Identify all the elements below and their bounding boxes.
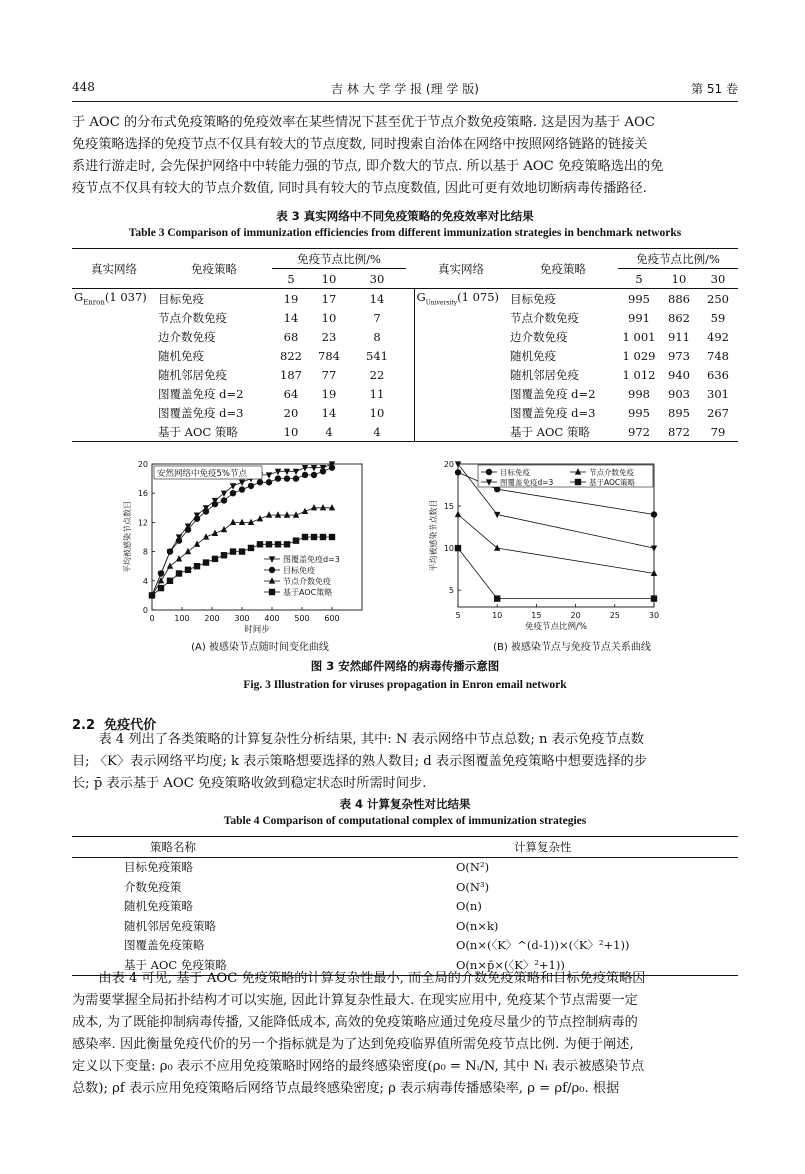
- value-cell: 995: [628, 291, 650, 306]
- text-line: 系进行游走时, 会先保护网络中中转能力强的节点, 即介数大的节点. 所以基于 AOC 免疫策略选出的免: [72, 159, 664, 174]
- data-point: [158, 585, 164, 591]
- ratio-header: 5: [287, 271, 295, 286]
- data-point: [230, 483, 236, 489]
- data-point: [320, 534, 326, 540]
- network-subscript: University: [425, 299, 458, 307]
- text-line: 定义以下变量: ρ₀ 表示不应用免疫策略时网络的最终感染密度(ρ₀ = Nᵢ/N, 其中 Nᵢ 表示被感染节点: [72, 1059, 645, 1074]
- data-point: [293, 469, 299, 475]
- value-cell: 636: [707, 367, 729, 382]
- data-point: [257, 541, 263, 547]
- figure3-caption-cn: 图 3 安然邮件网络的病毒传播示意图: [310, 659, 500, 673]
- figure3-caption-en: Fig. 3 Illustration for viruses propagation in Enron email network: [243, 679, 567, 691]
- table-row: [72, 916, 738, 936]
- network-symbol: G: [74, 290, 84, 305]
- data-point: [302, 534, 308, 540]
- value-cell: 1 029: [622, 348, 656, 363]
- table-row: [72, 327, 738, 346]
- data-point: [311, 465, 317, 471]
- y-tick-label: 5: [448, 586, 454, 596]
- data-point: [329, 504, 335, 510]
- value-cell: 267: [707, 405, 729, 420]
- table-row: [72, 289, 738, 309]
- x-axis-label: 时间步: [244, 625, 270, 634]
- ratio-header: 30: [710, 271, 726, 286]
- strategy-cell: 随机免疫: [158, 348, 204, 363]
- data-point: [320, 468, 326, 474]
- network-cell: [414, 422, 508, 442]
- table-row: [72, 936, 738, 956]
- table-row: [72, 403, 738, 422]
- strategy-cell: 基于 AOC 策略: [158, 424, 238, 439]
- data-point: [212, 556, 218, 562]
- x-tick-label: 200: [204, 614, 220, 623]
- value-cell: 187: [280, 367, 302, 382]
- strategy-name-cell: 目标免疫策略: [124, 860, 193, 875]
- series-line: [458, 515, 654, 574]
- strategy-cell: 节点介数免疫: [510, 310, 579, 325]
- complexity-cell: O(N²): [456, 860, 490, 875]
- strategy-cell: 目标免疫: [158, 291, 204, 306]
- value-cell: 10: [283, 424, 299, 439]
- table3-caption-cn: 表 3 真实网络中不同免疫策略的免疫效率对比结果: [276, 209, 534, 223]
- table-row: [72, 346, 738, 365]
- data-point: [311, 504, 317, 510]
- table-gap: [406, 403, 414, 422]
- strategy-cell: 图覆盖免疫 d=2: [158, 386, 244, 401]
- table-gap: [406, 365, 414, 384]
- text-line: 长; p̄ 表示基于 AOC 免疫策略收敛到稳定状态时所需时间步.: [72, 776, 427, 791]
- complexity-cell: O(n×p̄×(〈K〉²+1)): [456, 957, 565, 972]
- value-cell: 886: [668, 291, 690, 306]
- x-tick-label: 5: [455, 611, 461, 620]
- y-axis-label: 平均被感染节点数目: [123, 501, 132, 573]
- data-point: [230, 548, 236, 554]
- data-point: [329, 534, 335, 540]
- value-cell: 748: [707, 348, 729, 363]
- value-cell: 4: [325, 424, 333, 439]
- paragraph-3: [72, 968, 738, 1100]
- value-cell: 22: [369, 367, 385, 382]
- col-header-network: 真实网络: [72, 249, 156, 289]
- data-point: [284, 475, 290, 481]
- table-gap: [406, 422, 414, 442]
- legend-label: 节点介数免疫: [283, 577, 331, 586]
- header-rule: [72, 101, 738, 102]
- data-point: [311, 472, 317, 478]
- table-gap: [406, 308, 414, 327]
- chart-title: 安然网络中免疫5%节点: [157, 469, 247, 479]
- strategy-cell: 边介数免疫: [510, 329, 568, 344]
- x-tick-label: 600: [324, 614, 340, 623]
- data-point: [651, 546, 657, 552]
- subcaption-b: (B) 被感染节点与免疫节点关系曲线: [493, 642, 651, 653]
- section-title: 免疫代价: [104, 718, 157, 733]
- network-cell: [414, 346, 508, 365]
- complexity-cell: O(n×(〈K〉^(d-1))×(〈K〉²+1)): [456, 938, 630, 953]
- value-cell: 14: [369, 291, 385, 306]
- data-point: [311, 534, 317, 540]
- network-size: (1 075): [457, 290, 500, 305]
- x-axis-label: 免疫节点比例/%: [525, 622, 587, 632]
- data-point: [275, 541, 281, 547]
- strategy-cell: 图覆盖免疫 d=3: [510, 405, 596, 420]
- ratio-header: 30: [369, 271, 385, 286]
- network-size: (1 037): [104, 290, 147, 305]
- strategy-name-cell: 图覆盖免疫策略: [124, 938, 205, 953]
- x-tick-label: 300: [234, 614, 250, 623]
- data-point: [302, 472, 308, 478]
- table4-caption-en: Table 4 Comparison of computational complex of immunization strategies: [223, 815, 587, 827]
- y-axis-label: 平均被感染节点数目: [429, 499, 438, 572]
- table-row: [72, 422, 738, 442]
- legend-label: 目标免疫: [283, 566, 315, 575]
- data-point: [284, 469, 290, 475]
- value-cell: 17: [321, 291, 337, 306]
- chart-a: [72, 452, 372, 634]
- text-line: 总数); ρf 表示应用免疫策略后网络节点最终感染密度; ρ 表示病毒传播感染率, ρ = ρf/ρ₀. 根据: [72, 1081, 620, 1096]
- data-point: [185, 567, 191, 573]
- value-cell: 7: [373, 310, 381, 325]
- value-cell: 77: [321, 367, 337, 382]
- section-number: 2.2: [72, 718, 96, 733]
- table-row: [72, 857, 738, 877]
- x-tick-label: 400: [264, 614, 280, 623]
- value-cell: 541: [366, 348, 388, 363]
- value-cell: 10: [369, 405, 385, 420]
- data-point: [320, 504, 326, 510]
- data-point: [203, 508, 209, 514]
- data-point: [176, 570, 182, 576]
- value-cell: 911: [668, 329, 690, 344]
- data-point: [266, 511, 272, 517]
- complexity-cell: O(n×k): [456, 918, 499, 933]
- x-tick-label: 25: [609, 611, 620, 620]
- x-tick-label: 100: [174, 614, 190, 623]
- value-cell: 895: [668, 405, 690, 420]
- value-cell: 68: [283, 329, 299, 344]
- complexity-cell: O(n): [456, 899, 482, 914]
- series-line: [458, 548, 654, 599]
- volume-label: 第 51 卷: [691, 82, 738, 96]
- data-point: [284, 511, 290, 517]
- data-point: [167, 548, 173, 554]
- network-cell: [414, 365, 508, 384]
- data-point: [455, 545, 461, 551]
- value-cell: 862: [668, 310, 690, 325]
- x-tick-label: 10: [492, 611, 503, 620]
- table-row: [72, 365, 738, 384]
- y-tick-label: 10: [443, 544, 454, 554]
- y-tick-label: 0: [142, 606, 148, 615]
- data-point: [212, 501, 218, 507]
- page-number: 448: [72, 80, 95, 94]
- network-cell: [414, 327, 508, 346]
- table-gap: [406, 384, 414, 403]
- value-cell: 11: [369, 386, 385, 401]
- value-cell: 973: [668, 348, 690, 363]
- text-line: 表 4 列出了各类策略的计算复杂性分析结果, 其中: N 表示网络中节点总数; n 表示免疫节点数: [98, 732, 644, 747]
- data-point: [176, 537, 182, 543]
- legend-label: 图覆盖免疫d=3: [500, 478, 554, 487]
- value-cell: 903: [668, 386, 690, 401]
- data-point: [149, 592, 155, 598]
- text-line: 感染率. 因此衡量免疫代价的另一个指标就是为了达到免疫临界值所需免疫节点比例. 为便于阐述,: [72, 1037, 634, 1052]
- network-symbol: G: [416, 290, 426, 305]
- table3: [72, 248, 738, 442]
- strategy-name-cell: 基于 AOC 免疫策略: [124, 957, 227, 972]
- data-point: [494, 595, 500, 601]
- table3-caption-en: Table 3 Comparison of immunization efficiencies from different immunization strategies in benchmark networks: [128, 227, 682, 239]
- network-cell: [72, 346, 156, 365]
- y-tick-label: 16: [137, 489, 148, 499]
- text-line: 成本, 为了既能抑制病毒传播, 又能降低成本, 高效的免疫策略应通过免疫尽量少的节点控制病毒的: [72, 1015, 638, 1030]
- value-cell: 998: [628, 386, 650, 401]
- text-line: 由表 4 可见, 基于 AOC 免疫策略的计算复杂性最小, 而全局的介数免疫策略和目标免疫策略因: [98, 971, 646, 986]
- value-cell: 19: [283, 291, 299, 306]
- text-line: 于 AOC 的分布式免疫策略的免疫效率在某些情况下甚至优于节点介数免疫策略. 这是因为基于 AOC: [72, 115, 655, 130]
- legend-marker: [269, 567, 275, 573]
- legend-marker: [269, 589, 275, 595]
- strategy-cell: 图覆盖免疫 d=3: [158, 405, 244, 420]
- data-point: [176, 555, 182, 561]
- data-point: [185, 548, 191, 554]
- table4-caption-cn: 表 4 计算复杂性对比结果: [339, 797, 471, 811]
- data-point: [257, 479, 263, 485]
- table-row: [72, 308, 738, 327]
- col-header-strategy: 免疫策略: [156, 249, 272, 289]
- network-cell: [72, 422, 156, 442]
- strategy-cell: 基于 AOC 策略: [510, 424, 590, 439]
- table-row: [72, 877, 738, 897]
- data-point: [494, 544, 500, 550]
- data-point: [194, 516, 200, 522]
- value-cell: 784: [318, 348, 340, 363]
- network-cell: [414, 289, 508, 309]
- network-cell: [72, 308, 156, 327]
- value-cell: 8: [373, 329, 381, 344]
- data-point: [167, 562, 173, 568]
- network-cell: [72, 403, 156, 422]
- text-line: 为需要掌握全局拓扑结构才可以实施, 因此计算复杂性最大. 在现实应用中, 免疫某个节点需要一定: [72, 993, 638, 1008]
- paragraph-2: [72, 729, 738, 795]
- ratio-header: 5: [635, 271, 643, 286]
- data-point: [230, 519, 236, 525]
- value-cell: 872: [668, 424, 690, 439]
- x-tick-label: 0: [149, 614, 155, 623]
- x-tick-label: 20: [570, 611, 581, 620]
- network-cell: [414, 403, 508, 422]
- ratio-header: 10: [321, 271, 337, 286]
- value-cell: 940: [668, 367, 690, 382]
- data-point: [266, 479, 272, 485]
- text-line: 免疫策略选择的免疫节点不仅具有较大的节点度数, 同时搜索自治体在网络中按照网络链路的链接关: [72, 137, 648, 152]
- data-point: [158, 570, 164, 576]
- value-cell: 492: [707, 329, 729, 344]
- data-point: [651, 511, 657, 517]
- y-tick-label: 4: [142, 576, 148, 586]
- col-header-complexity: 计算复杂性: [514, 839, 572, 854]
- data-point: [248, 545, 254, 551]
- value-cell: 64: [283, 386, 299, 401]
- table-gap: [406, 249, 414, 289]
- y-tick-label: 12: [137, 518, 148, 528]
- value-cell: 14: [283, 310, 299, 325]
- x-tick-label: 30: [648, 611, 660, 620]
- data-point: [230, 490, 236, 496]
- strategy-cell: 随机邻居免疫: [510, 367, 579, 382]
- value-cell: 822: [280, 348, 302, 363]
- data-point: [239, 548, 245, 554]
- table-gap: [406, 327, 414, 346]
- legend-marker: [575, 479, 581, 485]
- table4: [72, 836, 738, 976]
- data-point: [239, 519, 245, 525]
- legend-label: 基于AOC策略: [283, 588, 333, 597]
- col-header-network: 真实网络: [414, 249, 508, 289]
- x-tick-label: 15: [531, 611, 542, 620]
- data-point: [275, 475, 281, 481]
- data-point: [266, 472, 272, 478]
- col-header-strategy: 免疫策略: [508, 249, 618, 289]
- table-row: [72, 897, 738, 917]
- value-cell: 14: [321, 405, 337, 420]
- legend-label: 目标免疫: [500, 468, 530, 477]
- intro-paragraph: [72, 112, 738, 200]
- strategy-cell: 图覆盖免疫 d=2: [510, 386, 596, 401]
- data-point: [167, 578, 173, 584]
- value-cell: 991: [628, 310, 650, 325]
- chart-b: [418, 452, 663, 634]
- strategy-name-cell: 介数免疫策: [124, 879, 182, 894]
- text-line: 目; 〈K〉表示网络平均度; k 表示策略想要选择的熟人数目; d 表示图覆盖免疫策略中想要选择的步: [72, 754, 647, 769]
- data-point: [239, 486, 245, 492]
- value-cell: 1 001: [622, 329, 656, 344]
- value-cell: 972: [628, 424, 650, 439]
- col-header-ratio: 免疫节点比例/%: [618, 249, 738, 269]
- network-subscript: Enron: [83, 298, 105, 307]
- value-cell: 301: [707, 386, 729, 401]
- y-tick-label: 8: [142, 547, 148, 557]
- network-cell: [414, 308, 508, 327]
- col-header-ratio: 免疫节点比例/%: [272, 249, 406, 269]
- network-cell: [72, 327, 156, 346]
- data-point: [275, 511, 281, 517]
- network-cell: [72, 384, 156, 403]
- value-cell: 59: [710, 310, 726, 325]
- legend-label: 节点介数免疫: [589, 468, 634, 477]
- data-point: [185, 527, 191, 533]
- journal-title: 吉 林 大 学 学 报 (理 学 版): [331, 82, 479, 96]
- strategy-cell: 边介数免疫: [158, 329, 216, 344]
- data-point: [221, 552, 227, 558]
- strategy-cell: 随机免疫: [510, 348, 556, 363]
- value-cell: 79: [710, 424, 726, 439]
- strategy-name-cell: 随机免疫策略: [124, 899, 193, 914]
- legend-label: 图覆盖免疫d=3: [283, 555, 340, 564]
- y-tick-label: 15: [443, 502, 454, 512]
- data-point: [248, 483, 254, 489]
- value-cell: 4: [373, 424, 381, 439]
- data-point: [651, 595, 657, 601]
- value-cell: 250: [707, 291, 729, 306]
- data-point: [266, 541, 272, 547]
- network-cell: [414, 384, 508, 403]
- strategy-cell: 目标免疫: [510, 291, 556, 306]
- data-point: [284, 541, 290, 547]
- strategy-name-cell: 随机邻居免疫策略: [124, 918, 216, 933]
- ratio-header: 10: [671, 271, 687, 286]
- y-tick-label: 20: [137, 460, 148, 469]
- network-cell: [72, 289, 156, 309]
- table-gap: [406, 346, 414, 365]
- legend-marker: [486, 469, 492, 475]
- data-point: [194, 541, 200, 547]
- data-point: [221, 526, 227, 532]
- col-header-name: 策略名称: [150, 839, 196, 854]
- table-gap: [406, 289, 414, 309]
- data-point: [293, 475, 299, 481]
- value-cell: 10: [321, 310, 337, 325]
- value-cell: 20: [283, 405, 299, 420]
- data-point: [221, 497, 227, 503]
- strategy-cell: 随机邻居免疫: [158, 367, 227, 382]
- network-cell: [72, 365, 156, 384]
- data-point: [293, 537, 299, 543]
- x-tick-label: 500: [294, 614, 310, 623]
- y-tick-label: 20: [443, 460, 454, 469]
- value-cell: 995: [628, 405, 650, 420]
- data-point: [329, 464, 335, 470]
- value-cell: 1 012: [622, 367, 656, 382]
- table-row: [72, 384, 738, 403]
- subcaption-a: (A) 被感染节点随时间变化曲线: [191, 642, 329, 653]
- data-point: [455, 511, 461, 517]
- legend-label: 基于AOC策略: [589, 478, 636, 487]
- data-point: [194, 563, 200, 569]
- value-cell: 19: [321, 386, 337, 401]
- complexity-cell: O(N³): [456, 879, 490, 894]
- strategy-cell: 节点介数免疫: [158, 310, 227, 325]
- data-point: [221, 491, 227, 497]
- value-cell: 23: [321, 329, 337, 344]
- data-point: [203, 559, 209, 565]
- text-line: 疫节点不仅具有较大的节点介数值, 同时具有较大的节点度数值, 因此可更有效地切断病毒传播路径.: [72, 181, 647, 196]
- data-point: [455, 469, 461, 475]
